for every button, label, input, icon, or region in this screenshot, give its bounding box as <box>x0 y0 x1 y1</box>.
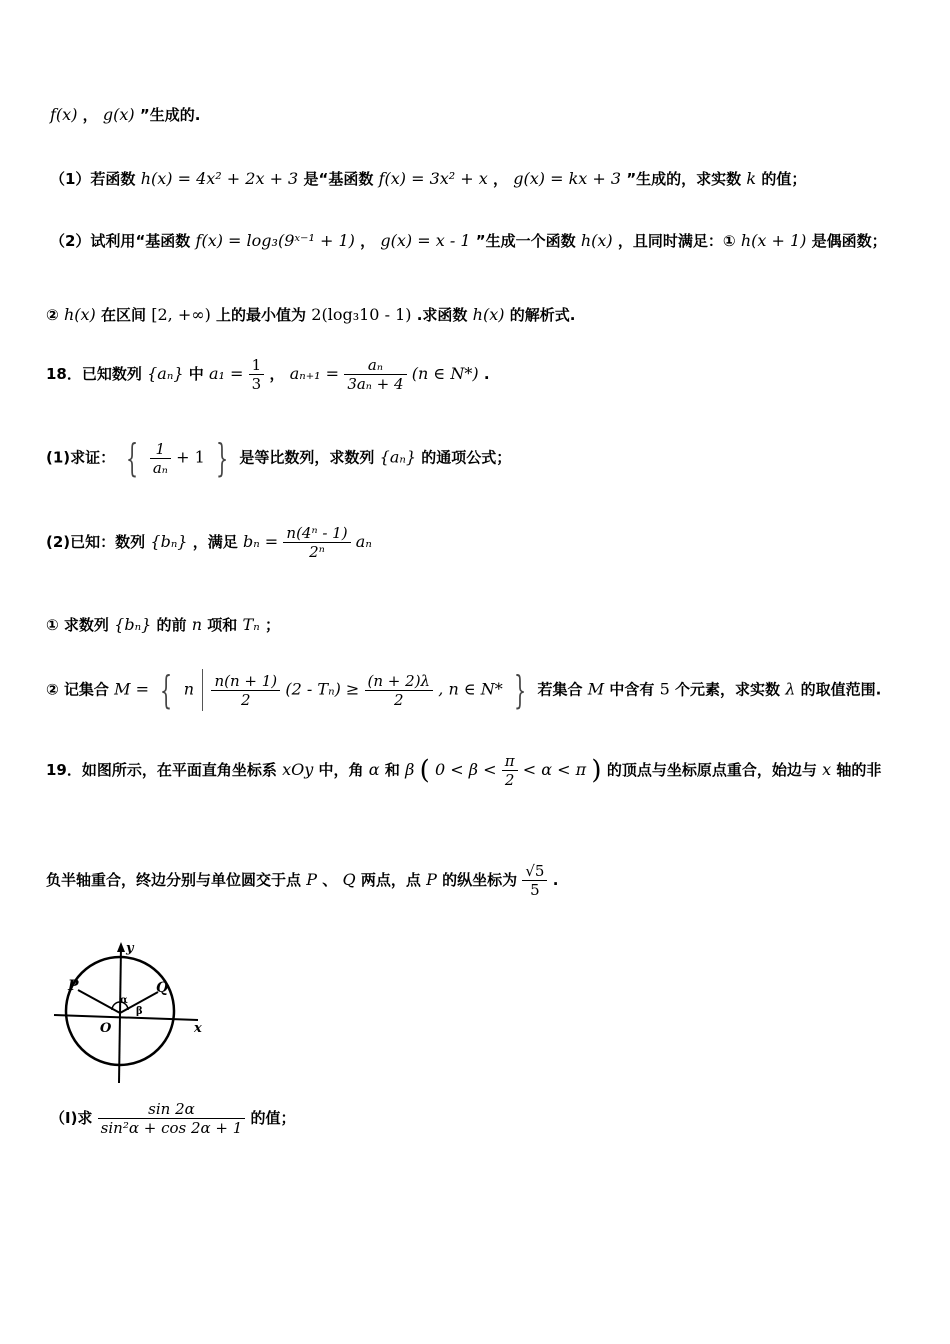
label: （Ⅰ)求 <box>50 1109 93 1127</box>
trig-fraction <box>98 1100 246 1137</box>
n-var: n <box>183 679 195 699</box>
min-value: 2(log₃10 - 1) <box>311 305 412 324</box>
text: 项和 <box>207 616 238 634</box>
h-func: h(x) <box>63 305 96 324</box>
x-var: x <box>822 760 832 779</box>
label-y: y <box>126 941 134 956</box>
text: 是偶函数； <box>811 232 887 250</box>
beta: β <box>405 760 415 779</box>
right-paren: ) <box>591 755 602 786</box>
y-axis <box>119 946 121 1083</box>
label-beta: β <box>136 1006 143 1017</box>
den: 2ⁿ <box>283 542 350 561</box>
text: 的顶点与坐标原点重合，始边与 <box>606 761 817 779</box>
sequence-b: {bₙ} <box>150 532 188 551</box>
sqrt5-over-5 <box>522 862 547 899</box>
period: . <box>552 871 559 889</box>
an: aₙ <box>355 532 372 551</box>
plus-one: + 1 <box>176 447 205 467</box>
sequence-b: {bₙ} <box>114 615 152 634</box>
question-number: 18．已知数列 <box>46 365 142 383</box>
text: 中，角 <box>318 761 364 779</box>
label-O: O <box>100 1021 112 1036</box>
sep: 、 <box>322 871 338 889</box>
text: .求函数 <box>416 306 468 324</box>
text: 在区间 <box>100 306 146 324</box>
set-M: M <box>587 679 605 699</box>
lambda: λ <box>785 679 796 699</box>
left-brace: { <box>160 668 173 712</box>
question-18-part-2 <box>46 524 950 561</box>
sep: ； <box>264 616 280 634</box>
den: 5 <box>522 880 547 899</box>
question-19 <box>46 752 950 789</box>
label: ① 求数列 <box>46 616 109 634</box>
five: 5 <box>659 679 670 699</box>
text: 的值； <box>761 170 807 188</box>
fraction-1-3 <box>249 356 265 393</box>
den: aₙ <box>150 458 171 477</box>
text: ，且同时满足：① <box>617 232 736 250</box>
h-func: h(x) <box>472 305 505 324</box>
f-func: f(x) = 3x² + x <box>378 169 488 188</box>
den: 2 <box>365 690 434 709</box>
circle-2: ② <box>46 306 59 324</box>
cond-right: < α < π <box>522 760 587 779</box>
num: √5 <box>525 862 545 880</box>
line-1 <box>50 104 950 125</box>
label-x: x <box>194 1021 202 1036</box>
text: 的前 <box>156 616 187 634</box>
text: 的值； <box>250 1109 296 1127</box>
sep: ， <box>82 106 98 124</box>
num: n(n + 1) <box>214 671 278 690</box>
sequence-a: {aₙ} <box>379 447 417 467</box>
question-18-part-1 <box>46 436 950 480</box>
text: 和 <box>384 761 400 779</box>
recurrence-fraction <box>344 356 406 393</box>
y-arrow <box>117 942 125 952</box>
text: 是等比数列，求数列 <box>239 448 375 467</box>
part-1 <box>50 168 950 189</box>
a1: a₁ = <box>208 364 244 383</box>
ray-P <box>78 990 120 1013</box>
g-func: g(x) = x - 1 <box>380 231 471 250</box>
recurrence: aₙ₊₁ = <box>289 364 340 383</box>
left-brace: { <box>126 436 139 480</box>
label-Q: Q <box>156 980 169 996</box>
h-func: h(x) = 4x² + 2x + 3 <box>140 169 299 188</box>
label: ② 记集合 <box>46 680 109 699</box>
period: . <box>483 365 490 383</box>
bn-lhs: bₙ = <box>242 532 279 551</box>
fraction-1-an <box>150 440 171 477</box>
condition: (n ∈ N*) <box>411 364 479 383</box>
text: 中 <box>188 365 204 383</box>
text: 若集合 <box>537 680 583 699</box>
label: (2)已知：数列 <box>46 533 146 551</box>
h-func: h(x) <box>580 231 613 250</box>
question-18 <box>46 356 950 393</box>
num: 1 <box>155 439 166 458</box>
text: 的通项公式； <box>421 448 512 467</box>
text: 的取值范围. <box>800 680 882 699</box>
label-P: P <box>68 978 79 994</box>
cond-left: 0 < β < <box>434 760 497 779</box>
point-Q: Q <box>342 870 356 889</box>
set-bar <box>202 669 203 711</box>
g-func: g(x) = kx + 3 <box>513 169 622 188</box>
den: 2 <box>502 770 518 789</box>
sep: ， <box>269 365 285 383</box>
label: （2）试利用“基函数 <box>50 232 191 250</box>
g-x: g(x) <box>102 105 135 124</box>
label: (1)求证： <box>46 448 116 467</box>
n-var: n <box>191 615 203 634</box>
text: ”生成一个函数 <box>475 232 576 250</box>
f-func: f(x) = log₃(9ˣ⁻¹ + 1) <box>195 231 355 250</box>
set-M: M = <box>114 679 150 699</box>
fraction-lambda <box>365 672 434 709</box>
question-19-line-2 <box>46 862 950 899</box>
sep: ， <box>360 232 376 250</box>
right-brace: } <box>216 436 229 480</box>
num: 1 <box>251 356 262 374</box>
text: 中含有 <box>609 680 655 699</box>
text: 两点，点 <box>360 871 421 889</box>
question-number: 19．如图所示，在平面直角坐标系 <box>46 761 277 779</box>
text: ，满足 <box>192 533 238 551</box>
point-P: P <box>306 870 318 889</box>
right-brace: } <box>514 668 527 712</box>
text: 是“基函数 <box>303 170 374 188</box>
x-axis <box>54 1015 198 1020</box>
num: n(4ⁿ - 1) <box>286 524 348 542</box>
question-19-part-1 <box>50 1100 950 1137</box>
label-alpha: α <box>120 995 128 1006</box>
text: 负半轴重合，终边分别与单位圆交于点 <box>46 871 302 889</box>
label: （1）若函数 <box>50 170 136 188</box>
inequality: (2 - Tₙ) ≥ <box>285 679 360 699</box>
point-P: P <box>426 870 437 889</box>
xoy: xOy <box>282 760 314 779</box>
left-paren: ( <box>419 755 430 786</box>
text: ”生成的. <box>139 106 201 124</box>
den: 3 <box>249 374 265 393</box>
question-18-sub-1 <box>46 614 950 635</box>
Tn: Tₙ <box>242 615 260 634</box>
sequence-a: {aₙ} <box>147 364 184 383</box>
text: 上的最小值为 <box>216 306 307 324</box>
condition: , n ∈ N* <box>438 679 503 699</box>
part-2 <box>50 230 950 251</box>
interval: [2, +∞) <box>151 305 211 324</box>
text: 轴的非 <box>836 761 882 779</box>
alpha: α <box>368 760 380 779</box>
text: 的解析式. <box>509 306 576 324</box>
den: 2 <box>211 690 280 709</box>
k-var: k <box>746 169 757 188</box>
den: sin²α + cos 2α + 1 <box>98 1118 246 1137</box>
part-3 <box>46 304 950 325</box>
fraction-n-n1 <box>211 672 280 709</box>
pi-over-2 <box>502 752 518 789</box>
num: sin 2α <box>148 1100 195 1118</box>
f-x: f(x) <box>50 105 78 124</box>
bn-fraction <box>283 524 350 561</box>
h-shift: h(x + 1) <box>740 231 807 250</box>
question-18-sub-2 <box>46 668 950 712</box>
unit-circle-figure <box>50 940 220 1090</box>
text: 个元素，求实数 <box>675 680 781 699</box>
den: 3aₙ + 4 <box>344 374 406 393</box>
num: aₙ <box>367 356 383 374</box>
sep: ， <box>493 170 509 188</box>
num: π <box>504 752 515 770</box>
num: (n + 2)λ <box>367 671 431 690</box>
text: 的纵坐标为 <box>442 871 518 889</box>
text: ”生成的，求实数 <box>626 170 742 188</box>
